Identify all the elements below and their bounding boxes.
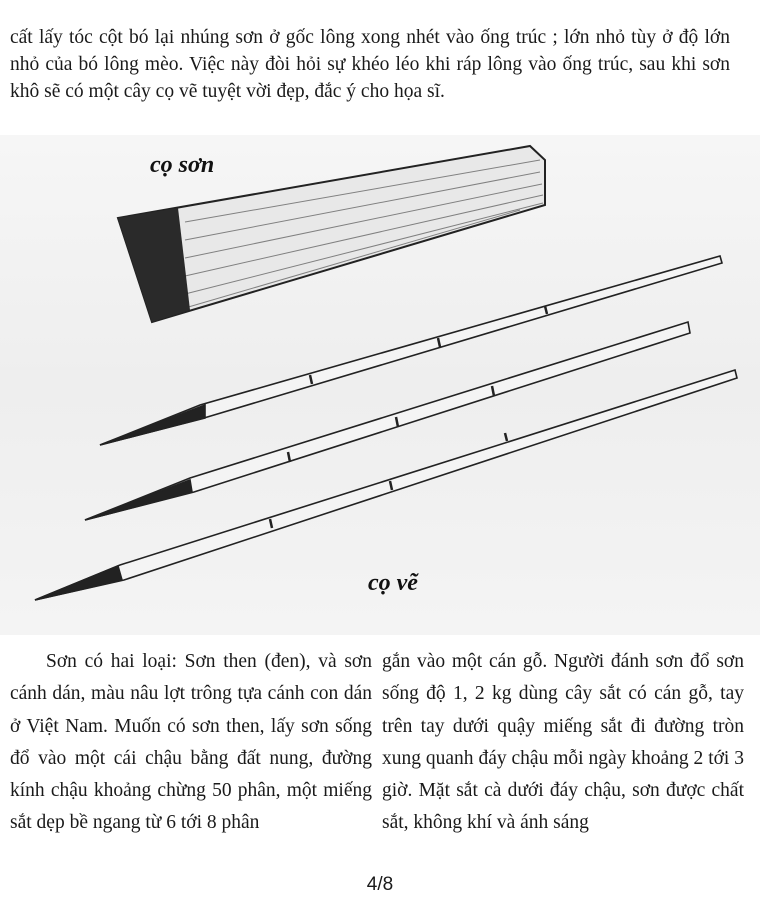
flat-brush-label: cọ sơn (150, 152, 215, 178)
fine-brush-label: cọ vẽ (368, 570, 418, 596)
fine-brush-drawings (35, 256, 737, 600)
left-column (10, 646, 372, 840)
page-number: 4/8 (366, 874, 394, 895)
intro-paragraph: cất lấy tóc cột bó lại nhúng sơn ở gốc lông xong nhét vào ống trúc ; lớn nhỏ tùy ở độ lớn nhỏ của bó lông mèo. Việc này đòi hỏi sự khéo léo khi ráp lông vào ống trúc, sau khi sơn khô sẽ có một cây cọ vẽ tuyệt vời đẹp, đắc ý cho họa sĩ. (10, 27, 730, 102)
right-column-text: gắn vào một cán gỗ. Người đánh sơn đổ sơn sống độ 1, 2 kg dùng cây sắt có cán gỗ, tay trên tay dưới quậy miếng sắt đi đường tròn xung quanh đáy chậu mỗi ngày khoảng 2 tới 3 giờ. Mặt sắt cà dưới đáy chậu, sơn được chất sắt, không khí và ánh sáng (382, 651, 744, 834)
left-column-text: Sơn có hai loại: Sơn then (đen), và sơn cánh dán, màu nâu lợt trông tựa cánh con dán ở Việt Nam. Muốn có sơn then, lấy sơn sống đổ vào một cái chậu bằng đất nung, đường kính chậu khoảng chừng 50 phân, một miếng sắt dẹp bề ngang từ 6 tới 8 phân (10, 651, 372, 834)
right-column (382, 646, 744, 840)
